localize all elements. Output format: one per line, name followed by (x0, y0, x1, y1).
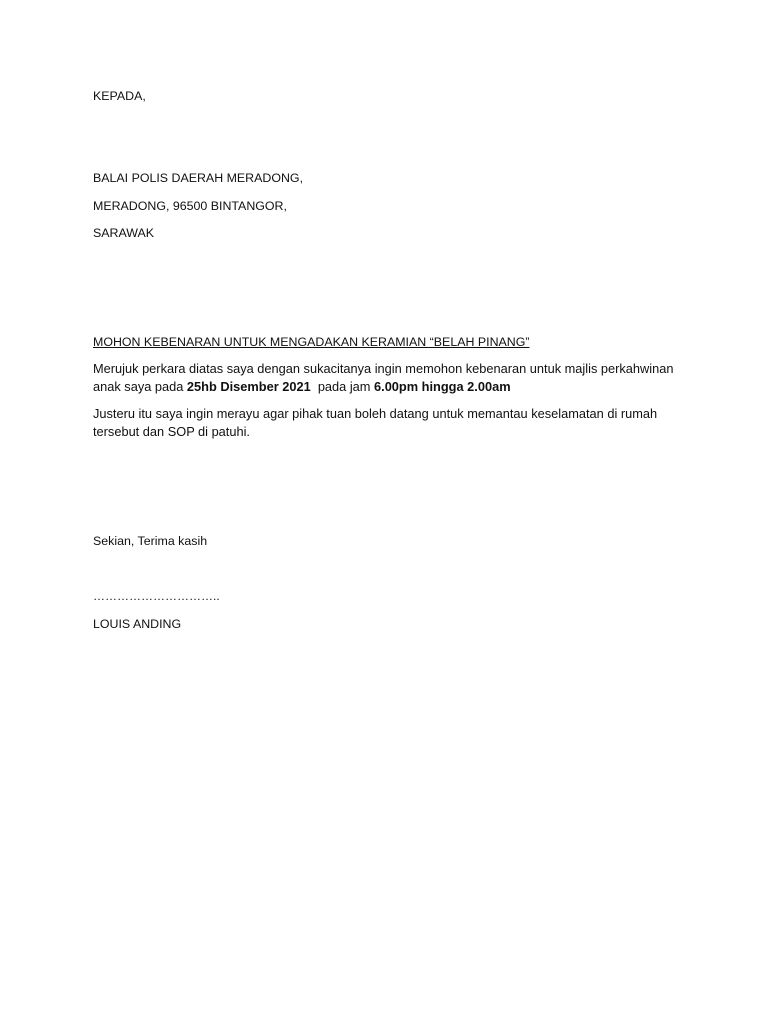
salutation: KEPADA, (93, 89, 146, 103)
event-time: 6.00pm hingga 2.00am (374, 379, 511, 394)
closing-text: Sekian, Terima kasih (93, 534, 208, 548)
address-line-1: BALAI POLIS DAERAH MERADONG, (93, 171, 304, 185)
subject-heading: MOHON KEBENARAN UNTUK MENGADAKAN KERAMIAN “BELAH PINANG” (93, 335, 530, 349)
address-line-2: MERADONG, 96500 BINTANGOR, (93, 199, 287, 213)
paragraph-request-text-b: pada jam (310, 379, 375, 394)
paragraph-request-text-a: Merujuk perkara diatas saya dengan sukacitanya ingin memohon kebenaran untuk majlis perkahwinan anak saya pada (93, 361, 674, 394)
signature-line: ………………………….. (93, 589, 220, 603)
address-line-3: SARAWAK (93, 226, 155, 240)
event-date: 25hb Disember 2021 (186, 379, 311, 394)
paragraph-appeal: Justeru itu saya ingin merayu agar pihak tuan boleh datang untuk memantau keselamatan di rumah tersebut dan SOP di patuhi. (93, 406, 658, 439)
paragraph-request (93, 360, 683, 396)
signatory-name: LOUIS ANDING (93, 617, 182, 631)
